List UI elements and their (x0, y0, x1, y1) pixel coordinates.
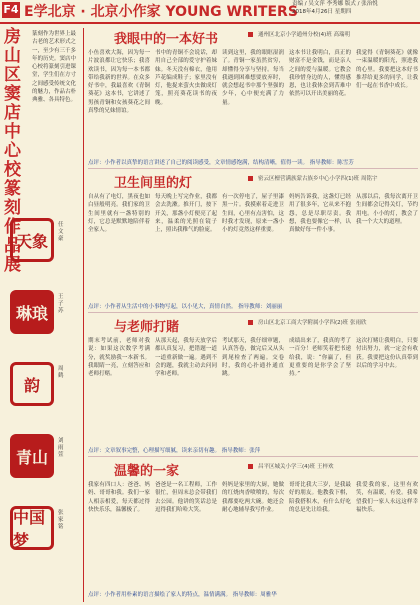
article-paragraph: 小鱼喜欢大海，因为每一片波浪都让它快乐；我喜欢读书，因为每一本书都带给我新的世界。在众多好书中，我最喜欢《青铜葵花》这本书，它讲述了男孩青铜和女孩葵花之间真挚的兄妹情谊。 (88, 50, 150, 115)
article (88, 28, 418, 167)
article-header (88, 28, 418, 46)
seal-artwork (10, 218, 80, 272)
article-title: 我眼中的一本好书 (114, 32, 219, 47)
article-paragraph: 妈妈是家里的大厨，她做的红烧肉香喷喷的，每次我都要吃两大碗。她还会耐心地辅导我写作业。 (222, 482, 284, 513)
article-body (88, 49, 418, 157)
sidebar-intro: 篆刻作为世界上最古老的艺术形式之一，至少有三千多年的历史。窦店中心校将篆刻引进课堂，学生们在方寸之间感受传统文化的魅力，作品古朴典雅、各具特色。 (32, 31, 77, 104)
seal-caption: 张家铭 (58, 510, 64, 530)
seal-caption: 任文豪 (58, 222, 64, 242)
seal-artwork (10, 434, 80, 488)
article-title: 与老师打賭 (114, 320, 180, 335)
seal-caption: 王子苏 (58, 294, 64, 314)
article-paragraph: 妈妈告诉我，这盏灯已经用了很多年，它从来不抱怨，总是尽职尽责。我想，我也要像它一样，认真做好每一件小事。 (289, 194, 351, 234)
article-paragraph: 我家有四口人：爸爸、妈妈、哥哥和我。我们一家人相亲相爱，每天都过得快快乐乐，温馨极了。 (88, 482, 150, 513)
article-paragraph: 成绩出来了，我真的考了一百分！老师笑着把书递给我，说：“你赢了，但更重要的是你学会了坚持。” (289, 338, 351, 378)
article-paragraph: 我爱我的家，这里有欢笑，有温暖，有爱。我希望我们一家人永远这样幸福快乐。 (356, 482, 418, 513)
article-title: 卫生间里的灯 (114, 176, 193, 191)
article-divider (88, 456, 418, 457)
square-marker-icon (248, 176, 253, 181)
article-byline: 昌平区城关小学三(4)班 王梓欢 (258, 464, 334, 470)
article (88, 172, 418, 311)
article-paragraph: 哥哥比我大三岁，是我最好的朋友。他教我下棋，陪我搭积木，有什么好吃的总是先让给我。 (289, 482, 351, 513)
seal-stamp: 中国梦 (10, 506, 54, 550)
seal-stamp: 天象 (10, 218, 54, 262)
article (88, 316, 418, 455)
article-byline: 通州区北京小学通州分校(4)班 高瑞明 (258, 32, 351, 38)
article-paragraph: 我觉得《青铜葵花》就像一束温暖的阳光，照进我的心里。我要把这本好书推荐给更多的同学，让我们一起在书香中成长。 (356, 50, 418, 90)
page-header (0, 0, 420, 24)
seal-exhibition-sidebar (4, 28, 80, 602)
seal-caption: 刘雨萱 (58, 438, 64, 458)
article-divider (88, 168, 418, 169)
article-body (88, 481, 418, 589)
article-header (88, 460, 418, 478)
article-paragraph: 自从有了电灯，黑夜也如白昼般明亮。我们家的卫生间里就有一盏特别的灯，它总是默默地陪伴着全家人。 (88, 194, 150, 234)
article-paragraph: 从那天起，我每天放学后都认真复习，把错题一道一道重新做一遍。遇到不会的题，我就主动去问同学和老师。 (155, 338, 217, 378)
square-marker-icon (248, 32, 253, 37)
article-paragraph: 期末考试前，老师对我说：如果这次数学考满分，就奖励我一本新书。我眼睛一亮，立刻答应和老师打赌。 (88, 338, 150, 378)
article-title: 温馨的一家 (114, 464, 180, 479)
article (88, 460, 418, 599)
seal-stamp: 青山 (10, 434, 54, 478)
article-header (88, 172, 418, 190)
article-body (88, 337, 418, 445)
article-header (88, 316, 418, 334)
square-marker-icon (248, 320, 253, 325)
article-paragraph: 读到这里，我的眼眶湿润了。青铜一家虽然贫穷，却懂得分享与坚持。每当我遇到困难想要放弃时，就会想起书中那个坚强的少年，心中便充满了力量。 (222, 50, 284, 106)
page-number: F4 (3, 3, 19, 16)
article-paragraph: 这本书让我明白，真正的财富不是金钱，而是亲人之间的爱与温暖。它教会我珍惜身边的人，懂得感恩，也让我体会到苦难中依然可以开出美丽的花。 (289, 50, 351, 98)
teacher-comment: 点评：文章叙事完整，心理描写细腻，读来亲切有趣。 指导教师：张萍 (88, 448, 261, 454)
sidebar-title: 房山区窦店中心校篆刻作品展 (4, 27, 21, 275)
article-divider (88, 312, 418, 313)
article-paragraph: 从那以后，我每次离开卫生间都会记得关灯，节约用电。小小的灯，教会了我一个大大的道理。 (356, 194, 418, 225)
editor-meta (292, 1, 378, 16)
section-brand: E学北京 · 北京小作家 YOUNG WRITERS (24, 4, 298, 20)
meta-line: 责编 / 吴文萍 李秀娜 版式 / 张治悦 (292, 1, 378, 7)
teacher-comment: 点评：小作者用朴素的语言描绘了家人的特点，温情满满。 指导教师：周雅华 (88, 592, 277, 598)
seal-artwork (10, 290, 80, 344)
meta-line: 2018年4月26日 星期四 (292, 8, 352, 15)
column-divider (83, 28, 84, 602)
article-paragraph: 考试那天，我仔细审题，认真答卷，做完后又从头到尾检查了两遍。交卷时，我的心扑通扑通直跳。 (222, 338, 284, 378)
article-byline: 密云区檀营满族蒙古族乡中心小学四(1)班 周铭宇 (258, 176, 378, 182)
square-marker-icon (248, 464, 253, 469)
article-paragraph: 书中的青铜不会说话，却用自己全部的爱守护着妹妹。冬天没有棉衣，他用芦花编成鞋子；家里没有灯，他捉来萤火虫做成灯笼，照亮葵花读书的夜晚。 (155, 50, 217, 106)
article-byline: 房山区北京工商大学附属小学四(2)班 张雨欣 (258, 320, 367, 326)
article-paragraph: 爸爸是一名工程师，工作很忙，但周末总会带我们去公园。他讲的笑话总是逗得我们哈哈大笑。 (155, 482, 217, 513)
teacher-comment: 点评：小作者以真挚的语言讲述了自己的阅读感受，文章情感饱满，结构清晰，值得一读。 指导教师：陈雪芳 (88, 160, 354, 166)
seal-artwork (10, 362, 80, 416)
seal-stamp: 琳琅 (10, 290, 54, 334)
article-paragraph: 有一次停电了，屋子里漆黑一片。我摸索着走进卫生间，心里有点害怕，这时我才发现，原来一盏小小的灯竟然这样重要。 (222, 194, 284, 234)
teacher-comment: 点评：小作者从生活中的小事物写起，以小见大，真情自然。 指导教师：刘丽丽 (88, 304, 283, 310)
article-paragraph: 这次打赌让我明白，只要付出努力，就一定会有收获。我要把这份认真带到以后的学习中去。 (356, 338, 418, 369)
article-body (88, 193, 418, 301)
seal-caption: 周鹤 (58, 366, 64, 379)
seal-artwork (10, 506, 80, 560)
seal-stamp: 韵 (10, 362, 54, 406)
article-paragraph: 每天晚上写完作业，我都会去洗漱。推开门，按下开关，那盏小灯便亮了起来，温柔的光照在镜子上，照出我稚气的脸庞。 (155, 194, 217, 234)
